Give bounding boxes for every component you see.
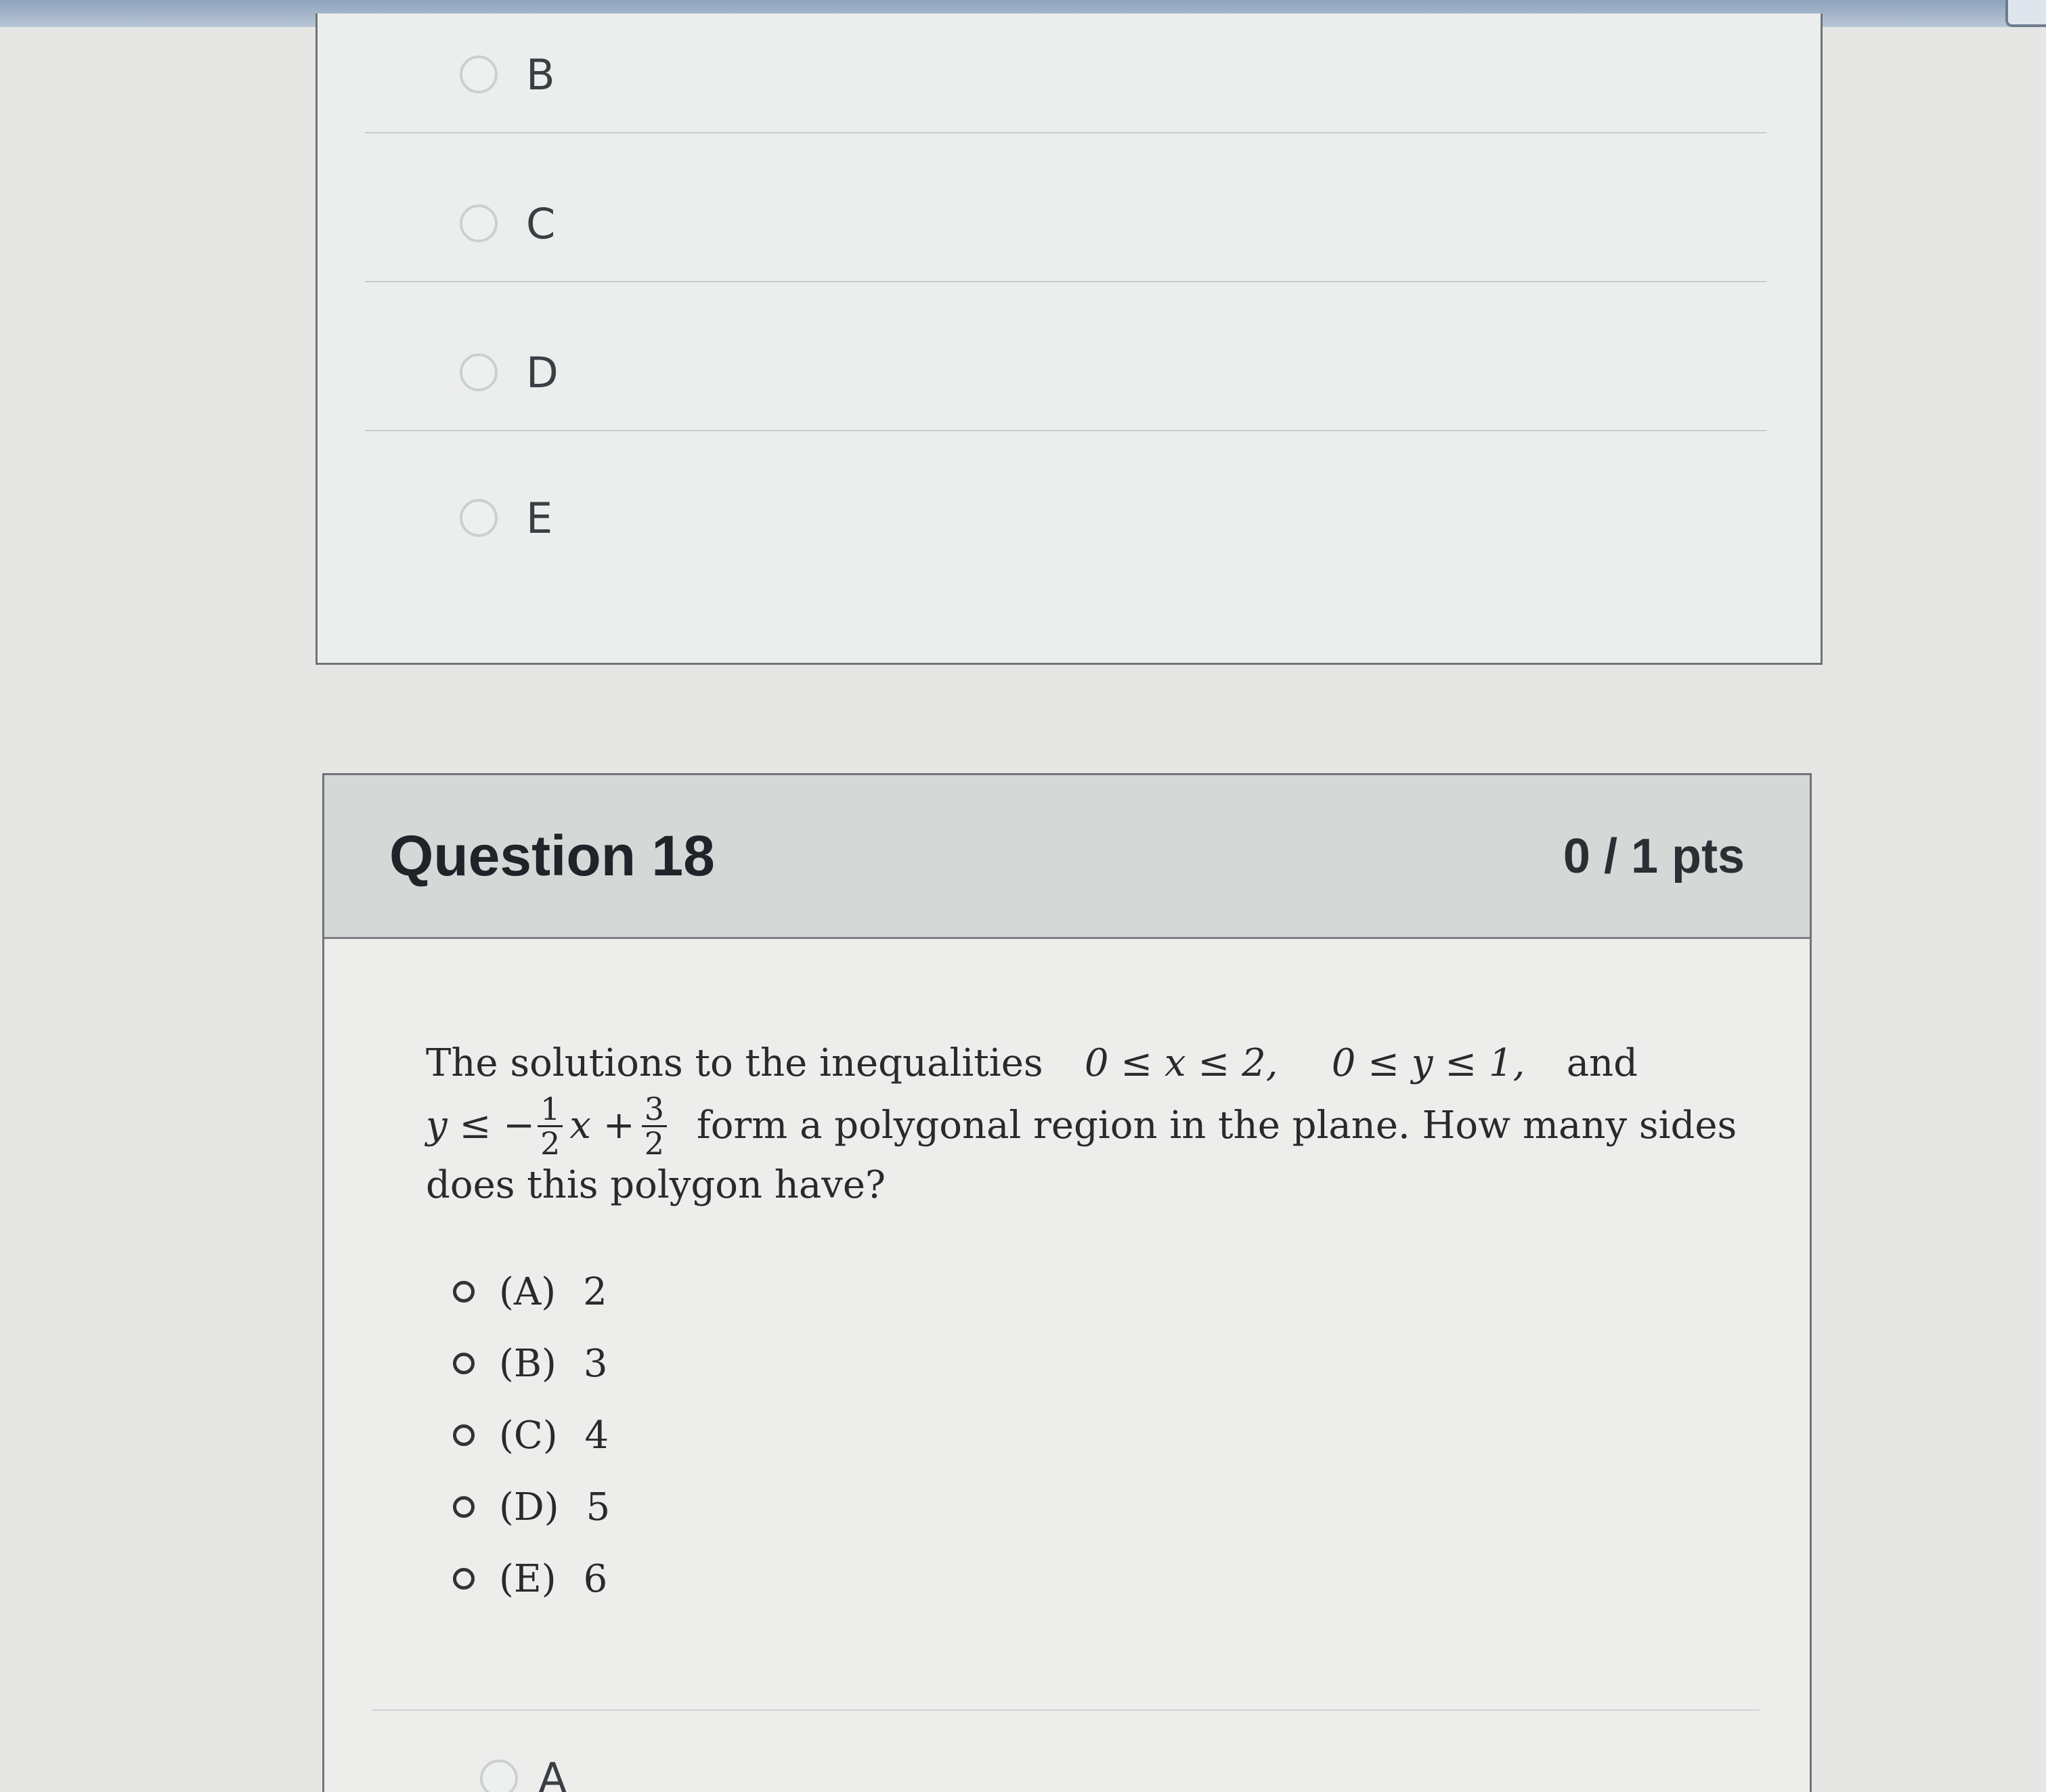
inequality-line-mid: x + bbox=[569, 1103, 635, 1148]
choice-value: 4 bbox=[584, 1413, 609, 1458]
choice-value: 6 bbox=[583, 1556, 608, 1601]
inequality-y: 0 ≤ y ≤ 1, bbox=[1331, 1041, 1525, 1085]
choice-circle-icon bbox=[453, 1353, 475, 1374]
answer-choices bbox=[453, 1256, 610, 1615]
radio-button[interactable] bbox=[460, 56, 498, 93]
question-text-line-3: does this polygon have? bbox=[426, 1163, 886, 1208]
question-text-line-1 bbox=[426, 1039, 1638, 1089]
question-text bbox=[426, 1039, 1737, 1210]
question-18-panel bbox=[322, 773, 1812, 1792]
fraction-numerator: 3 bbox=[642, 1093, 667, 1127]
option-divider bbox=[365, 132, 1766, 133]
fraction-numerator: 1 bbox=[538, 1093, 563, 1127]
question-text-line-2 bbox=[426, 1090, 1737, 1162]
option-divider bbox=[365, 430, 1766, 431]
answer-option-d[interactable] bbox=[460, 298, 1787, 447]
radio-button[interactable] bbox=[460, 353, 498, 391]
choice-d[interactable] bbox=[453, 1471, 610, 1543]
radio-button[interactable] bbox=[460, 499, 498, 537]
choice-value: 2 bbox=[583, 1269, 607, 1314]
fraction-denominator: 2 bbox=[540, 1125, 561, 1162]
choice-letter: (B) bbox=[499, 1341, 557, 1386]
answer-option-b[interactable] bbox=[460, 0, 1787, 149]
inequality-x: 0 ≤ x ≤ 2, bbox=[1084, 1041, 1278, 1085]
choice-value: 3 bbox=[583, 1341, 608, 1386]
inequality-line-lead: y ≤ − bbox=[426, 1103, 536, 1148]
answer-option-label: E bbox=[526, 493, 553, 543]
choice-letter: (A) bbox=[499, 1269, 557, 1314]
answer-option-label: D bbox=[526, 347, 559, 397]
option-divider bbox=[372, 1709, 1760, 1711]
answer-option-c[interactable] bbox=[460, 149, 1787, 298]
fraction-one-half bbox=[538, 1090, 563, 1162]
choice-circle-icon bbox=[453, 1568, 475, 1590]
question-title: Question 18 bbox=[389, 824, 715, 888]
choice-circle-icon bbox=[453, 1496, 475, 1518]
choice-letter: (E) bbox=[499, 1556, 557, 1601]
choice-circle-icon bbox=[453, 1424, 475, 1446]
choice-value: 5 bbox=[586, 1485, 611, 1529]
question-text-part: and bbox=[1566, 1041, 1638, 1085]
answer-option-label: B bbox=[526, 49, 555, 100]
previous-question-panel bbox=[315, 14, 1823, 665]
fraction-denominator: 2 bbox=[644, 1125, 664, 1162]
choice-a[interactable] bbox=[453, 1256, 610, 1328]
choice-letter: (D) bbox=[499, 1485, 559, 1529]
choice-c[interactable] bbox=[453, 1399, 610, 1471]
radio-button[interactable] bbox=[480, 1760, 518, 1792]
question-text-part: The solutions to the inequalities bbox=[426, 1041, 1043, 1085]
question-points: 0 / 1 pts bbox=[1563, 829, 1745, 883]
choice-letter: (C) bbox=[499, 1413, 558, 1458]
fraction-three-halves bbox=[642, 1090, 667, 1162]
answer-option-e[interactable] bbox=[460, 443, 1787, 592]
answer-option-label: C bbox=[526, 198, 556, 248]
choice-e[interactable] bbox=[453, 1543, 610, 1615]
answer-option-label: A bbox=[538, 1753, 567, 1792]
choice-circle-icon bbox=[453, 1281, 475, 1303]
question-header bbox=[324, 775, 1810, 939]
radio-button[interactable] bbox=[460, 204, 498, 242]
choice-b[interactable] bbox=[453, 1328, 610, 1399]
question-text-part: form a polygonal region in the plane. How many sides bbox=[696, 1103, 1737, 1148]
answer-option-a[interactable] bbox=[480, 1753, 567, 1792]
window-corner-icon[interactable] bbox=[2005, 0, 2046, 27]
option-divider bbox=[365, 281, 1766, 282]
